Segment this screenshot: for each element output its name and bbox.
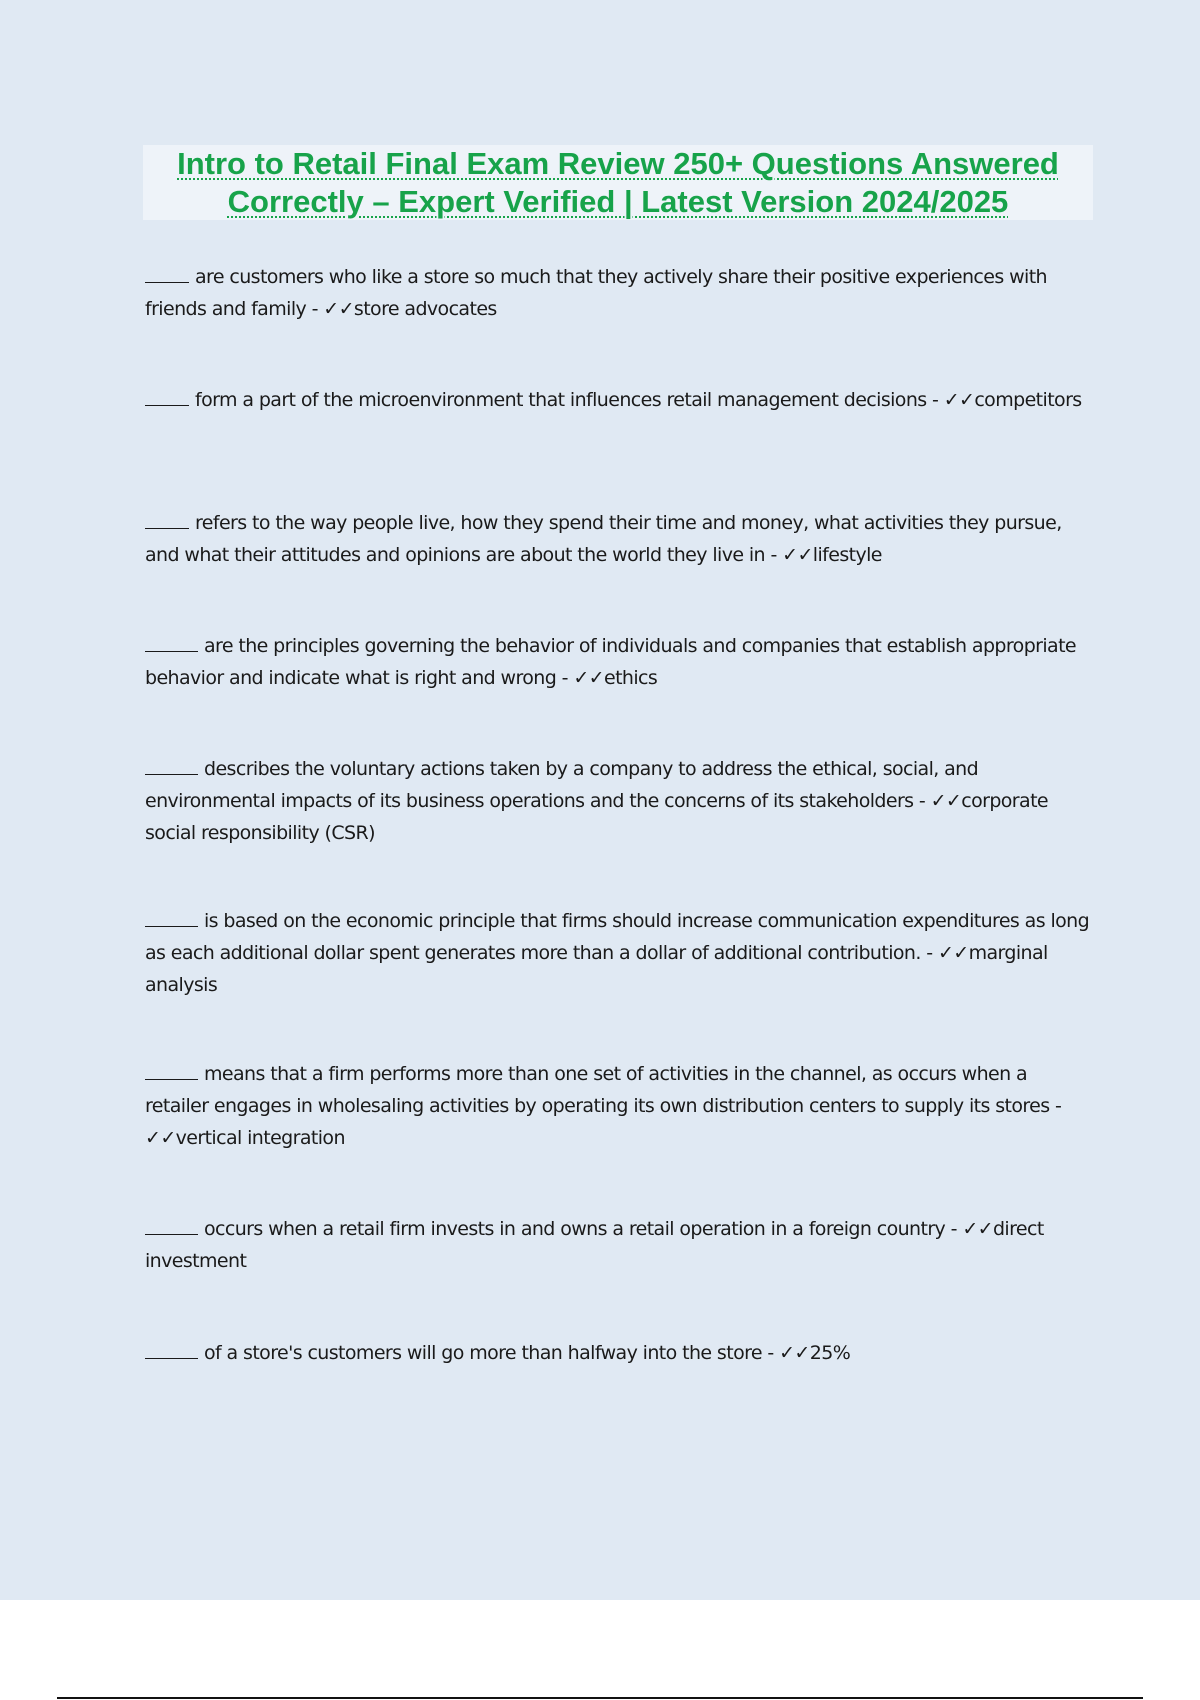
question-text: of a store's customers will go more than halfway into the store - ✓✓25% — [204, 1342, 851, 1364]
question-text: are customers who like a store so much that they actively share their positive experiences with friends and family - ✓✓store advocates — [145, 266, 1047, 320]
answer-blank — [145, 508, 189, 529]
question-text: describes the voluntary actions taken by a company to address the ethical, social, and environmental impacts of its business operations and the concerns of its stakeholders - ✓✓corporate social responsibility (CSR) — [145, 758, 1049, 844]
question-text: refers to the way people live, how they spend their time and money, what activities they pursue, and what their attitudes and opinions are about the world they live in - ✓✓lifestyle — [145, 512, 1062, 566]
answer-blank — [145, 906, 198, 927]
question-item — [145, 384, 1090, 416]
title-line-2: Correctly – Expert Verified | Latest Version 2024/2025 — [227, 184, 1009, 219]
question-item — [145, 261, 1090, 325]
question-text: means that a firm performs more than one set of activities in the channel, as occurs when a retailer engages in wholesaling activities by operating its own distribution centers to supply its stores - ✓✓vertical integration — [145, 1063, 1062, 1149]
answer-blank — [145, 1059, 198, 1080]
answer-blank — [145, 1338, 198, 1359]
answer-blank — [145, 262, 189, 283]
answer-blank — [145, 1214, 198, 1235]
answer-blank — [145, 385, 189, 406]
answer-blank — [145, 631, 198, 652]
title-line-1: Intro to Retail Final Exam Review 250+ Questions Answered — [177, 146, 1059, 181]
question-item — [145, 905, 1090, 1001]
answer-blank — [145, 754, 198, 775]
question-text: is based on the economic principle that firms should increase communication expenditures as long as each additional dollar spent generates more than a dollar of additional contribution. - ✓✓marginal analysis — [145, 910, 1090, 996]
question-item — [145, 630, 1090, 694]
question-text: are the principles governing the behavior of individuals and companies that establish appropriate behavior and indicate what is right and wrong - ✓✓ethics — [145, 635, 1077, 689]
question-item — [145, 753, 1090, 849]
document-title — [143, 145, 1093, 220]
question-item — [145, 1058, 1090, 1154]
question-text: occurs when a retail firm invests in and owns a retail operation in a foreign country - ✓✓direct investment — [145, 1218, 1044, 1272]
question-item — [145, 1337, 1090, 1369]
question-item — [145, 507, 1090, 571]
question-text: form a part of the microenvironment that influences retail management decisions - ✓✓competitors — [195, 389, 1082, 411]
question-item — [145, 1213, 1090, 1277]
footer-divider — [57, 1697, 1143, 1699]
